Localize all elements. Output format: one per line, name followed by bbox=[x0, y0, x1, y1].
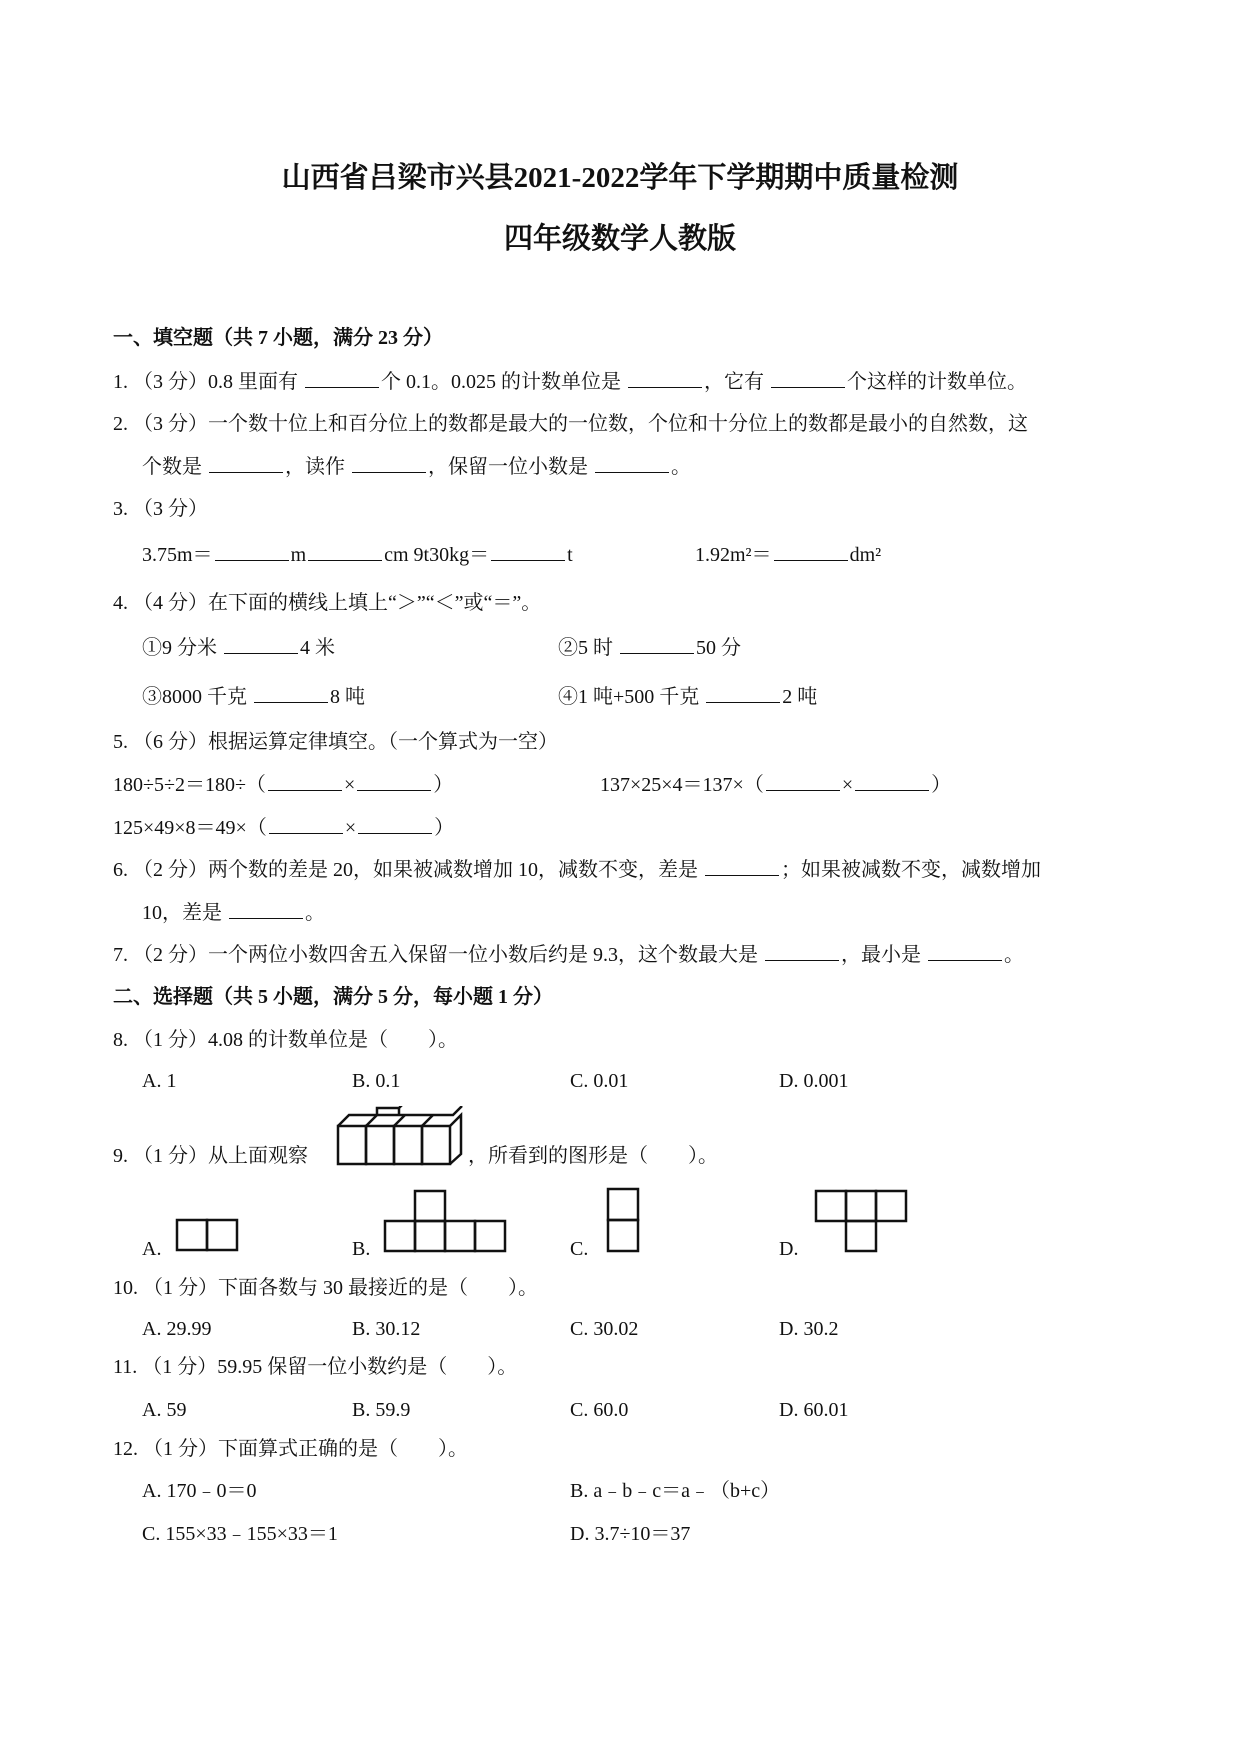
answer-blank[interactable] bbox=[305, 369, 379, 388]
answer-blank[interactable] bbox=[855, 772, 929, 791]
answer-blank[interactable] bbox=[229, 900, 303, 919]
q10-d bbox=[779, 1316, 838, 1342]
text-segment: m bbox=[290, 544, 307, 566]
section-1 bbox=[113, 325, 443, 351]
answer-blank[interactable] bbox=[771, 369, 845, 388]
text-segment: 。 bbox=[1004, 944, 1024, 966]
text-segment: D. 3.7÷10＝37 bbox=[570, 1523, 691, 1545]
text-segment: 1.92m²＝ bbox=[695, 544, 772, 566]
text-segment: 个这样的计数单位。 bbox=[847, 371, 1027, 393]
text-segment: 50 分 bbox=[696, 637, 741, 659]
text-segment: 。 bbox=[305, 902, 325, 924]
text-segment: 个 0.1。0.025 的计数单位是 bbox=[381, 371, 626, 393]
q11 bbox=[113, 1354, 517, 1380]
q9-c bbox=[570, 1236, 588, 1262]
text-segment: ） bbox=[931, 774, 952, 796]
answer-blank[interactable] bbox=[224, 635, 298, 654]
text-segment: 2 吨 bbox=[782, 686, 818, 708]
answer-blank[interactable] bbox=[928, 942, 1002, 961]
q5 bbox=[113, 729, 558, 755]
text-segment: cm 9t30kg＝ bbox=[384, 544, 490, 566]
text-segment: A. 1 bbox=[142, 1070, 177, 1092]
text-segment: × bbox=[841, 774, 854, 796]
q3-a bbox=[142, 542, 573, 568]
q12-d bbox=[570, 1521, 690, 1547]
answer-blank[interactable] bbox=[766, 772, 840, 791]
answer-blank[interactable] bbox=[628, 369, 702, 388]
q10 bbox=[113, 1275, 538, 1301]
option-a-figure bbox=[175, 1218, 239, 1252]
answer-blank[interactable] bbox=[254, 684, 328, 703]
q8 bbox=[113, 1027, 458, 1053]
text-segment: 一、填空题（共 7 小题，满分 23 分） bbox=[113, 327, 443, 349]
q4-4 bbox=[558, 684, 817, 710]
text-segment: ，保留一位小数是 bbox=[428, 456, 593, 478]
text-segment: D. 30.2 bbox=[779, 1318, 839, 1340]
answer-blank[interactable] bbox=[352, 454, 426, 473]
text-segment: A. 29.99 bbox=[142, 1318, 212, 1340]
text-segment: 125×49×8＝49×（ bbox=[113, 817, 267, 839]
q5-1 bbox=[113, 772, 453, 798]
q10-c bbox=[570, 1316, 638, 1342]
q9-b bbox=[352, 1236, 370, 1262]
text-segment: ，它有 bbox=[704, 371, 769, 393]
text-segment: D. bbox=[779, 1238, 799, 1260]
text-segment: 2. （3 分）一个数十位上和百分位上的数都是最大的一位数，个位和十分位上的数都是最小的自然数，这 bbox=[113, 413, 1028, 435]
q11-c bbox=[570, 1397, 628, 1423]
text-segment: 9. （1 分）从上面观察 bbox=[113, 1145, 308, 1167]
q5-3 bbox=[113, 815, 454, 841]
answer-blank[interactable] bbox=[765, 942, 839, 961]
text-segment: C. 30.02 bbox=[570, 1318, 639, 1340]
q12-a bbox=[142, 1478, 256, 1504]
text-segment: ，最小是 bbox=[841, 944, 926, 966]
q8-b bbox=[352, 1068, 400, 1094]
q11-d bbox=[779, 1397, 848, 1423]
text-segment: 3. （3 分） bbox=[113, 498, 208, 520]
text-segment: × bbox=[343, 774, 356, 796]
exam-title: 山西省吕梁市兴县2021-2022学年下学期期中质量检测 bbox=[281, 162, 959, 194]
text-segment: D. 0.001 bbox=[779, 1070, 849, 1092]
answer-blank[interactable] bbox=[357, 772, 431, 791]
answer-blank[interactable] bbox=[269, 815, 343, 834]
q8-c bbox=[570, 1068, 628, 1094]
q12-c bbox=[142, 1521, 338, 1547]
text-segment: D. 60.01 bbox=[779, 1399, 849, 1421]
text-segment: B. bbox=[352, 1238, 371, 1260]
q6 bbox=[113, 857, 1041, 883]
q9-d bbox=[779, 1236, 798, 1262]
text-segment: ②5 时 bbox=[558, 637, 618, 659]
answer-blank[interactable] bbox=[308, 542, 382, 561]
answer-blank[interactable] bbox=[358, 815, 432, 834]
exam-subtitle: 四年级数学人教版 bbox=[503, 223, 736, 255]
text-segment: ） bbox=[433, 774, 454, 796]
text-segment: C. bbox=[570, 1238, 589, 1260]
text-segment: ；如果被减数不变，减数增加 bbox=[781, 859, 1041, 881]
text-segment: 180÷5÷2＝180÷（ bbox=[113, 774, 266, 796]
text-segment: 137×25×4＝137×（ bbox=[600, 774, 764, 796]
text-segment: C. 0.01 bbox=[570, 1070, 629, 1092]
answer-blank[interactable] bbox=[215, 542, 289, 561]
q8-a bbox=[142, 1068, 176, 1094]
text-segment: ③8000 千克 bbox=[142, 686, 252, 708]
text-segment: A. bbox=[142, 1238, 162, 1260]
text-segment: B. 0.1 bbox=[352, 1070, 401, 1092]
text-segment: 10. （1 分）下面各数与 30 最接近的是（ ）。 bbox=[113, 1277, 538, 1299]
q5-2 bbox=[600, 772, 951, 798]
text-segment: B. 59.9 bbox=[352, 1399, 411, 1421]
text-segment: B. a﹣b﹣c＝a﹣（b+c） bbox=[570, 1480, 781, 1502]
text-segment: 12. （1 分）下面算式正确的是（ ）。 bbox=[113, 1438, 468, 1460]
text-segment: 1. （3 分）0.8 里面有 bbox=[113, 371, 303, 393]
text-segment: 11. （1 分）59.95 保留一位小数约是（ ）。 bbox=[113, 1356, 518, 1378]
answer-blank[interactable] bbox=[268, 772, 342, 791]
answer-blank[interactable] bbox=[209, 454, 283, 473]
section-2 bbox=[113, 984, 553, 1010]
option-b-figure bbox=[383, 1189, 507, 1253]
q2-cont bbox=[142, 454, 691, 480]
text-segment: ，读作 bbox=[285, 456, 350, 478]
answer-blank[interactable] bbox=[595, 454, 669, 473]
text-segment: ） bbox=[434, 817, 455, 839]
q9-a bbox=[142, 1236, 161, 1262]
text-segment: 个数是 bbox=[142, 456, 207, 478]
q10-b bbox=[352, 1316, 420, 1342]
q12-b bbox=[570, 1478, 780, 1504]
text-segment: dm² bbox=[849, 544, 882, 566]
q8-d bbox=[779, 1068, 848, 1094]
text-segment: 6. （2 分）两个数的差是 20，如果被减数增加 10，减数不变，差是 bbox=[113, 859, 703, 881]
q6-cont bbox=[142, 900, 325, 926]
text-segment: 5. （6 分）根据运算定律填空。（一个算式为一空） bbox=[113, 731, 558, 753]
text-segment: 4 米 bbox=[300, 637, 335, 659]
text-segment: 3.75m＝ bbox=[142, 544, 213, 566]
q11-b bbox=[352, 1397, 410, 1423]
q4 bbox=[113, 590, 541, 616]
text-segment: × bbox=[344, 817, 357, 839]
text-segment: 8 吨 bbox=[330, 686, 365, 708]
q12 bbox=[113, 1436, 468, 1462]
q11-a bbox=[142, 1397, 186, 1423]
text-segment: 二、选择题（共 5 小题，满分 5 分，每小题 1 分） bbox=[113, 986, 553, 1008]
text-segment: B. 30.12 bbox=[352, 1318, 421, 1340]
text-segment: A. 59 bbox=[142, 1399, 187, 1421]
text-segment: ④1 吨+500 千克 bbox=[558, 686, 705, 708]
q4-3 bbox=[142, 684, 365, 710]
text-segment: ①9 分米 bbox=[142, 637, 222, 659]
q7 bbox=[113, 942, 1024, 968]
text-segment: 4. （4 分）在下面的横线上填上“＞”“＜”或“＝”。 bbox=[113, 592, 542, 614]
q3 bbox=[113, 496, 208, 522]
text-segment: C. 155×33﹣155×33＝1 bbox=[142, 1523, 338, 1545]
q10-a bbox=[142, 1316, 211, 1342]
text-segment: 8. （1 分）4.08 的计数单位是（ ）。 bbox=[113, 1029, 458, 1051]
text-segment: 7. （2 分）一个两位小数四舍五入保留一位小数后约是 9.3，这个数最大是 bbox=[113, 944, 763, 966]
answer-blank[interactable] bbox=[774, 542, 848, 561]
text-segment: 10，差是 bbox=[142, 902, 227, 924]
q2 bbox=[113, 411, 1028, 437]
cube-stack-figure bbox=[335, 1106, 465, 1168]
text-segment: A. 170﹣0＝0 bbox=[142, 1480, 257, 1502]
answer-blank[interactable] bbox=[705, 857, 779, 876]
q4-2 bbox=[558, 635, 741, 661]
option-d-figure bbox=[814, 1189, 908, 1253]
text-segment: ，所看到的图形是（ ）。 bbox=[468, 1145, 718, 1167]
text-segment: C. 60.0 bbox=[570, 1399, 629, 1421]
q3-b bbox=[695, 542, 881, 568]
answer-blank[interactable] bbox=[620, 635, 694, 654]
q4-1 bbox=[142, 635, 335, 661]
text-segment: t bbox=[567, 544, 573, 566]
q9-pre bbox=[113, 1143, 308, 1169]
answer-blank[interactable] bbox=[706, 684, 780, 703]
answer-blank[interactable] bbox=[491, 542, 565, 561]
q9-post bbox=[468, 1143, 718, 1169]
text-segment: 。 bbox=[671, 456, 691, 478]
q1 bbox=[113, 369, 1027, 395]
option-c-figure bbox=[606, 1187, 640, 1253]
